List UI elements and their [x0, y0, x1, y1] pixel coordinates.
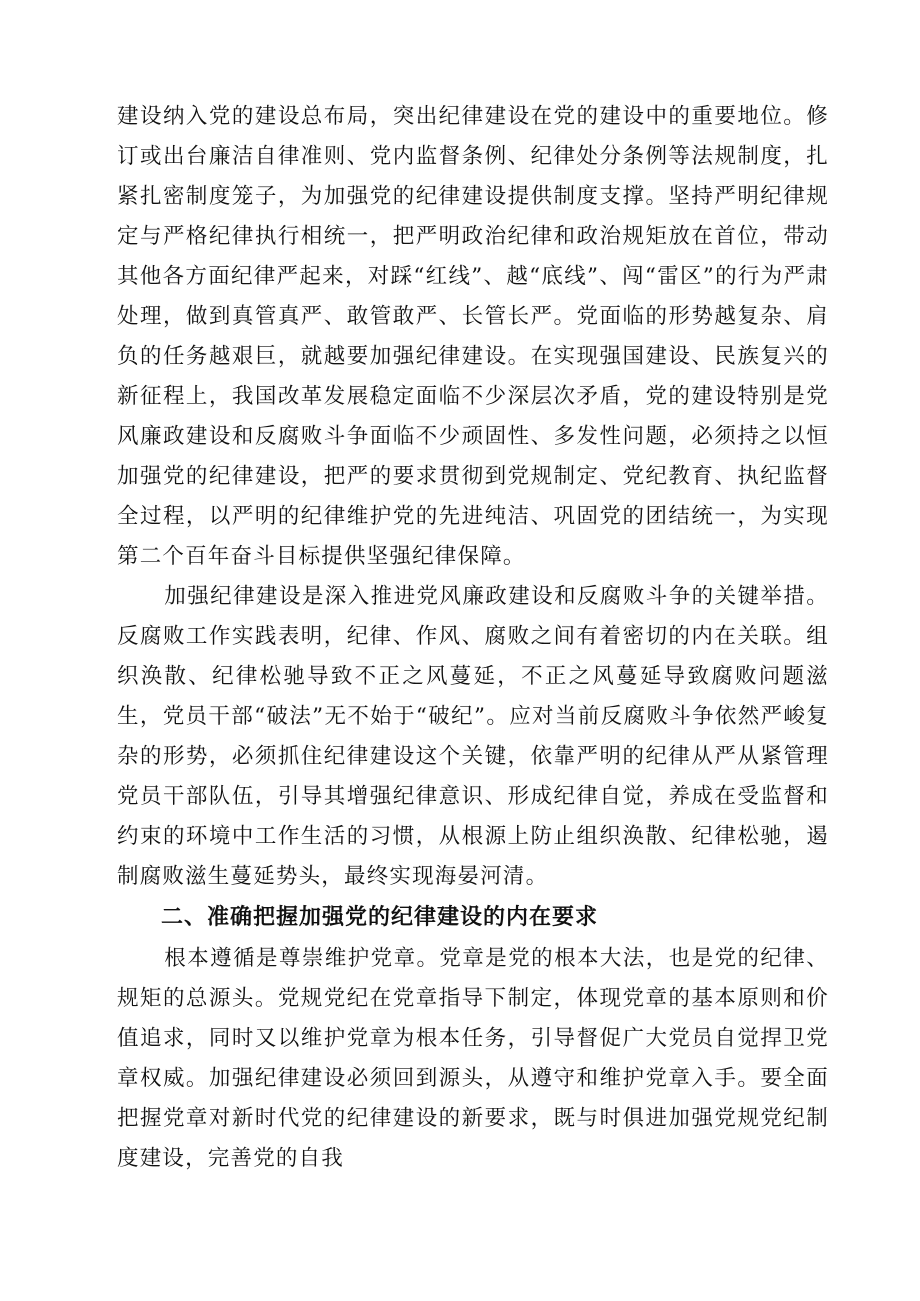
paragraph-party-constitution: 根本遵循是尊崇维护党章。党章是党的根本大法，也是党的纪律、规矩的总源头。党规党纪在党章指导下制定，体现党章的基本原则和价值追求，同时又以维护党章为根本任务，引导督促广大党员自觉捍卫党章权威。加强纪律建设必须回到源头，从遵守和维护党章入手。要全面把握党章对新时代党的纪律建设的新要求，既与时俱进加强党规党纪制度建设，完善党的自我: [117, 946, 829, 1171]
paragraph-continued: 建设纳入党的建设总布局，突出纪律建设在党的建设中的重要地位。修订或出台廉洁自律准则、党内监督条例、纪律处分条例等法规制度，扎紧扎密制度笼子，为加强党的纪律建设提供制度支撑。坚持严明纪律规定与严格纪律执行相统一，把严明政治纪律和政治规矩放在首位，带动其他各方面纪律严起来，对踩“红线”、越“底线”、闯“雷区”的行为严肃处理，做到真管真严、敢管敢严、长管长严。党面临的形势越复杂、肩负的任务越艰巨，就越要加强纪律建设。在实现强国建设、民族复兴的新征程上，我国改革发展稳定面临不少深层次矛盾，党的建设特别是党风廉政建设和反腐败斗争面临不少顽固性、多发性问题，必须持之以恒加强党的纪律建设，把严的要求贯彻到党规制定、党纪教育、执纪监督全过程，以严明的纪律维护党的先进纯洁、巩固党的团结统一，为实现第二个百年奋斗目标提供坚强纪律保障。: [117, 104, 829, 569]
document-body: [117, 97, 829, 1179]
paragraph-anticorruption: 加强纪律建设是深入推进党风廉政建设和反腐败斗争的关键举措。反腐败工作实践表明，纪律、作风、腐败之间有着密切的内在关联。组织涣散、纪律松驰导致不正之风蔓延，不正之风蔓延导致腐败问题滋生，党员干部“破法”无不始于“破纪”。应对当前反腐败斗争依然严峻复杂的形势，必须抓住纪律建设这个关键，依靠严明的纪律从严从紧管理党员干部队伍，引导其增强纪律意识、形成纪律自觉，养成在受监督和约束的环境中工作生活的习惯，从根源上防止组织涣散、纪律松驰，遏制腐败滋生蔓延势头，最终实现海晏河清。: [117, 584, 829, 889]
section-heading: 二、准确把握加强党的纪律建设的内在要求: [161, 905, 599, 930]
